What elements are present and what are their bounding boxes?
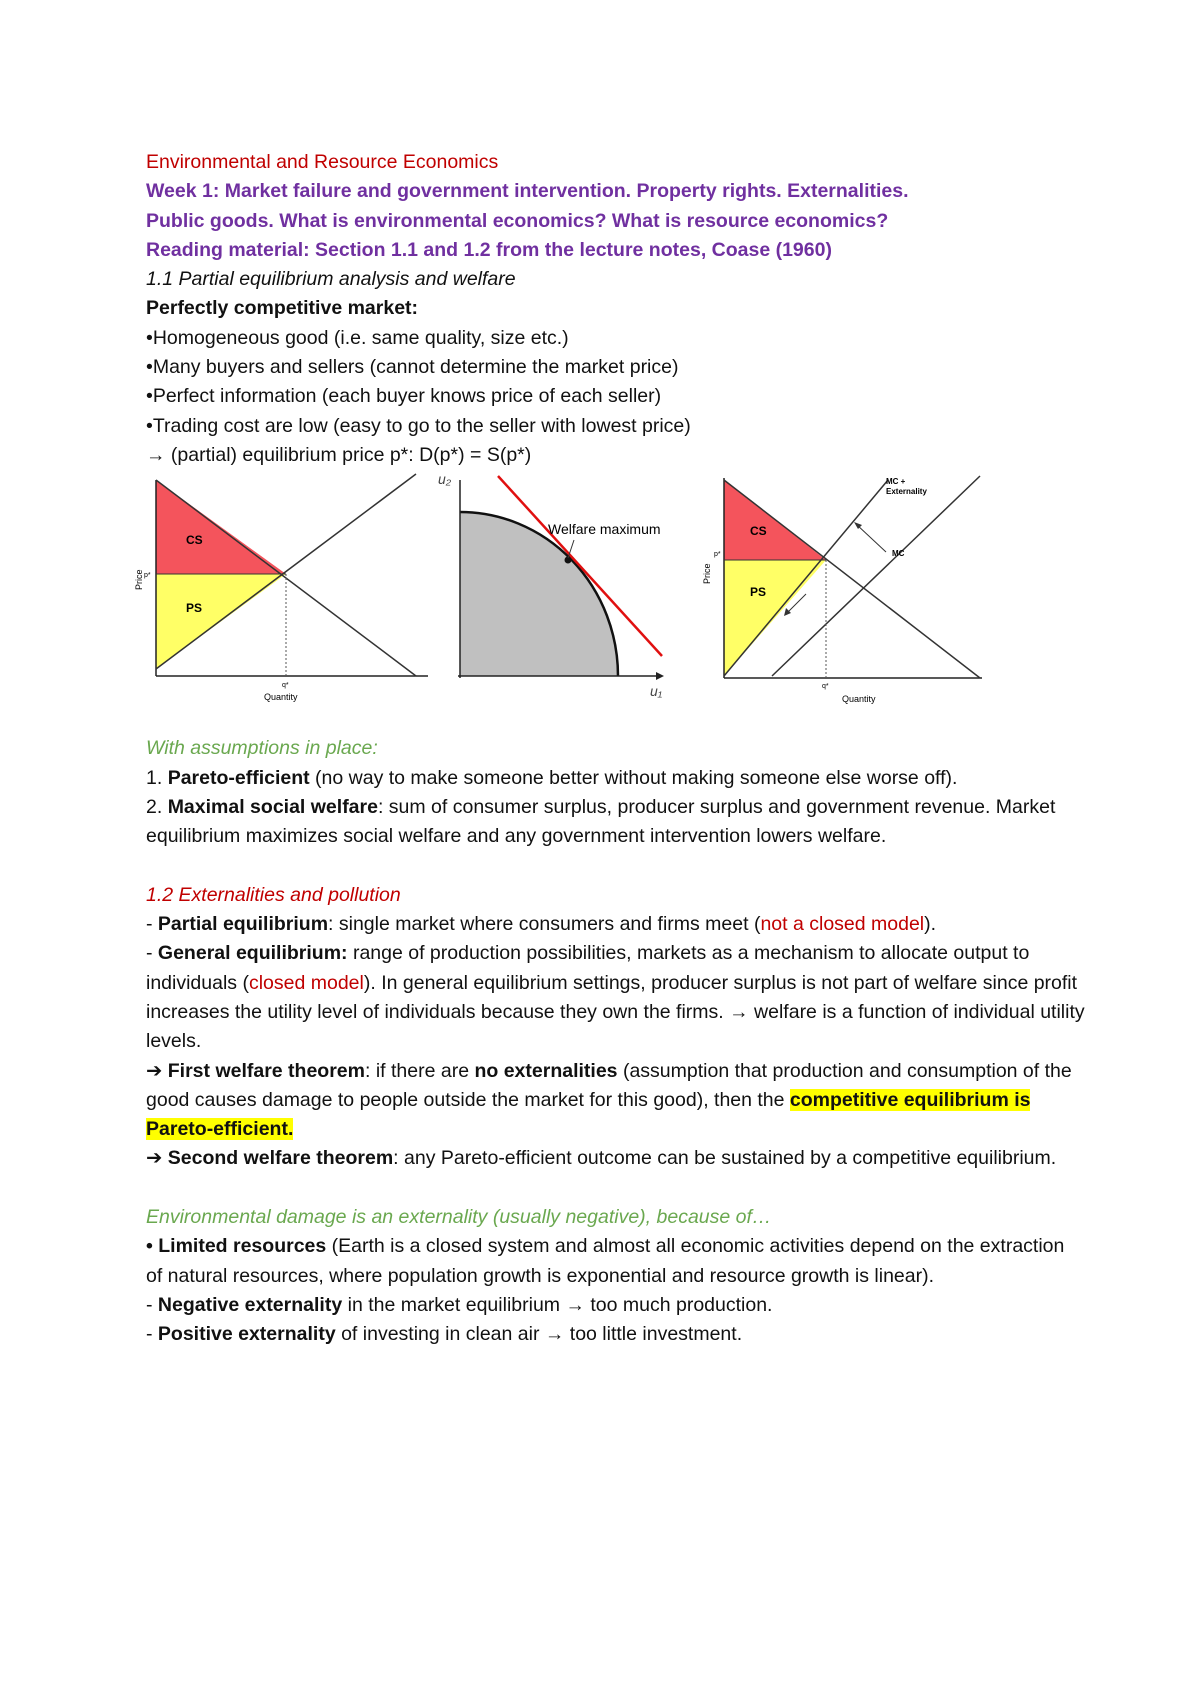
pareto-efficient-item: 1. Pareto-efficient (no way to make someone better without making someone else worse off). (146, 766, 958, 789)
perfect-market-heading: Perfectly competitive market: (146, 297, 419, 320)
qstar-label: q* (282, 682, 289, 690)
environmental-damage-heading: Environmental damage is an externality (usually negative), because of… (146, 1206, 772, 1229)
y-axis-label: Price (134, 569, 144, 591)
bullet-homogeneous: •Homogeneous good (i.e. same quality, size etc.) (146, 326, 569, 349)
section-1-1-heading: 1.1 Partial equilibrium analysis and welfare (146, 268, 516, 291)
partial-equilibrium-item: - Partial equilibrium: single market where consumers and firms meet (not a closed model). (146, 913, 937, 936)
bullet-many-buyers: •Many buyers and sellers (cannot determine the market price) (146, 356, 679, 379)
social-welfare-term: Maximal social welfare (167, 795, 378, 818)
bullet-trading-cost: •Trading cost are low (easy to go to the seller with lowest price) (146, 414, 691, 437)
assumptions-heading: With assumptions in place: (146, 737, 378, 760)
pareto-efficient-term: Pareto-efficient (167, 766, 310, 789)
social-welfare-item: 2. Maximal social welfare: sum of consumer surplus, producer surplus and government revenue. Market equilibrium maximizes social welfare and any government intervention lowers welfare. (146, 795, 1056, 848)
ps-label: PS (186, 601, 203, 616)
document-page (134, 148, 1086, 1350)
mc-externality-label-1: MC + (886, 477, 906, 487)
x-axis-label: Quantity (842, 694, 876, 705)
week-heading-line-1: Week 1: Market failure and government intervention. Property rights. Externalities. (146, 180, 909, 203)
cs-label: CS (750, 524, 767, 539)
x-axis-label: Quantity (264, 692, 298, 703)
highlighted-text: competitive equilibrium is Pareto-efficient. (146, 1088, 1031, 1141)
u1-label: u₁ (650, 683, 663, 700)
mc-externality-label-2: Externality (886, 487, 927, 497)
reading-material: Reading material: Section 1.1 and 1.2 from the lecture notes, Coase (1960) (146, 238, 832, 261)
arrow-icon: ➔ (146, 1059, 168, 1082)
limited-resources-item: • Limited resources (Earth is a closed system and almost all economic activities depend on the extraction of natural resources, where population growth is exponential and resource growth is linear). (146, 1235, 1065, 1287)
second-welfare-theorem: ➔ Second welfare theorem: any Pareto-efficient outcome can be sustained by a competitive equilibrium. (146, 1147, 1057, 1170)
document-title: Environmental and Resource Economics (146, 151, 499, 173)
figures-row (134, 471, 1086, 730)
qstar-label: q* (822, 683, 829, 691)
arrow-icon: ➔ (146, 1147, 168, 1170)
pstar-label: p* (714, 551, 721, 559)
mc-label: MC (892, 549, 905, 559)
bullet-perfect-info: •Perfect information (each buyer knows price of each seller) (146, 385, 662, 408)
general-equilibrium-item: - General equilibrium: range of production possibilities, markets as a mechanism to allocate output to individuals (closed model). In general equilibrium settings, producer surplus is not part of welfare since profit increases the utility level of individuals because they own the firms. → welfare is a function of individual utility levels. (146, 942, 1085, 1053)
cs-label: CS (186, 533, 203, 548)
y-axis-label: Price (702, 563, 712, 585)
first-welfare-theorem: ➔ First welfare theorem: if there are no externalities (assumption that production and consumption of the good causes damage to people outside the market for this good), then the competitive equilibrium is Pareto-efficient. (146, 1059, 1072, 1141)
u2-label: u₂ (438, 471, 452, 488)
week-heading-line-2: Public goods. What is environmental economics? What is resource economics? (146, 209, 889, 232)
positive-externality-item: - Positive externality of investing in clean air → too little investment. (146, 1323, 743, 1346)
pstar-label: p* (144, 572, 151, 580)
negative-externality-item: - Negative externality in the market equilibrium → too much production. (146, 1293, 773, 1316)
equilibrium-price-line: → (partial) equilibrium price p*: D(p*) = S(p*) (146, 443, 532, 466)
welfare-maximum-diagram (438, 471, 684, 730)
externality-diagram (698, 472, 984, 730)
section-1-2-heading: 1.2 Externalities and pollution (146, 883, 401, 906)
welfare-maximum-label: Welfare maximum (548, 521, 661, 538)
surplus-diagram (134, 472, 434, 730)
ps-label: PS (750, 585, 767, 600)
